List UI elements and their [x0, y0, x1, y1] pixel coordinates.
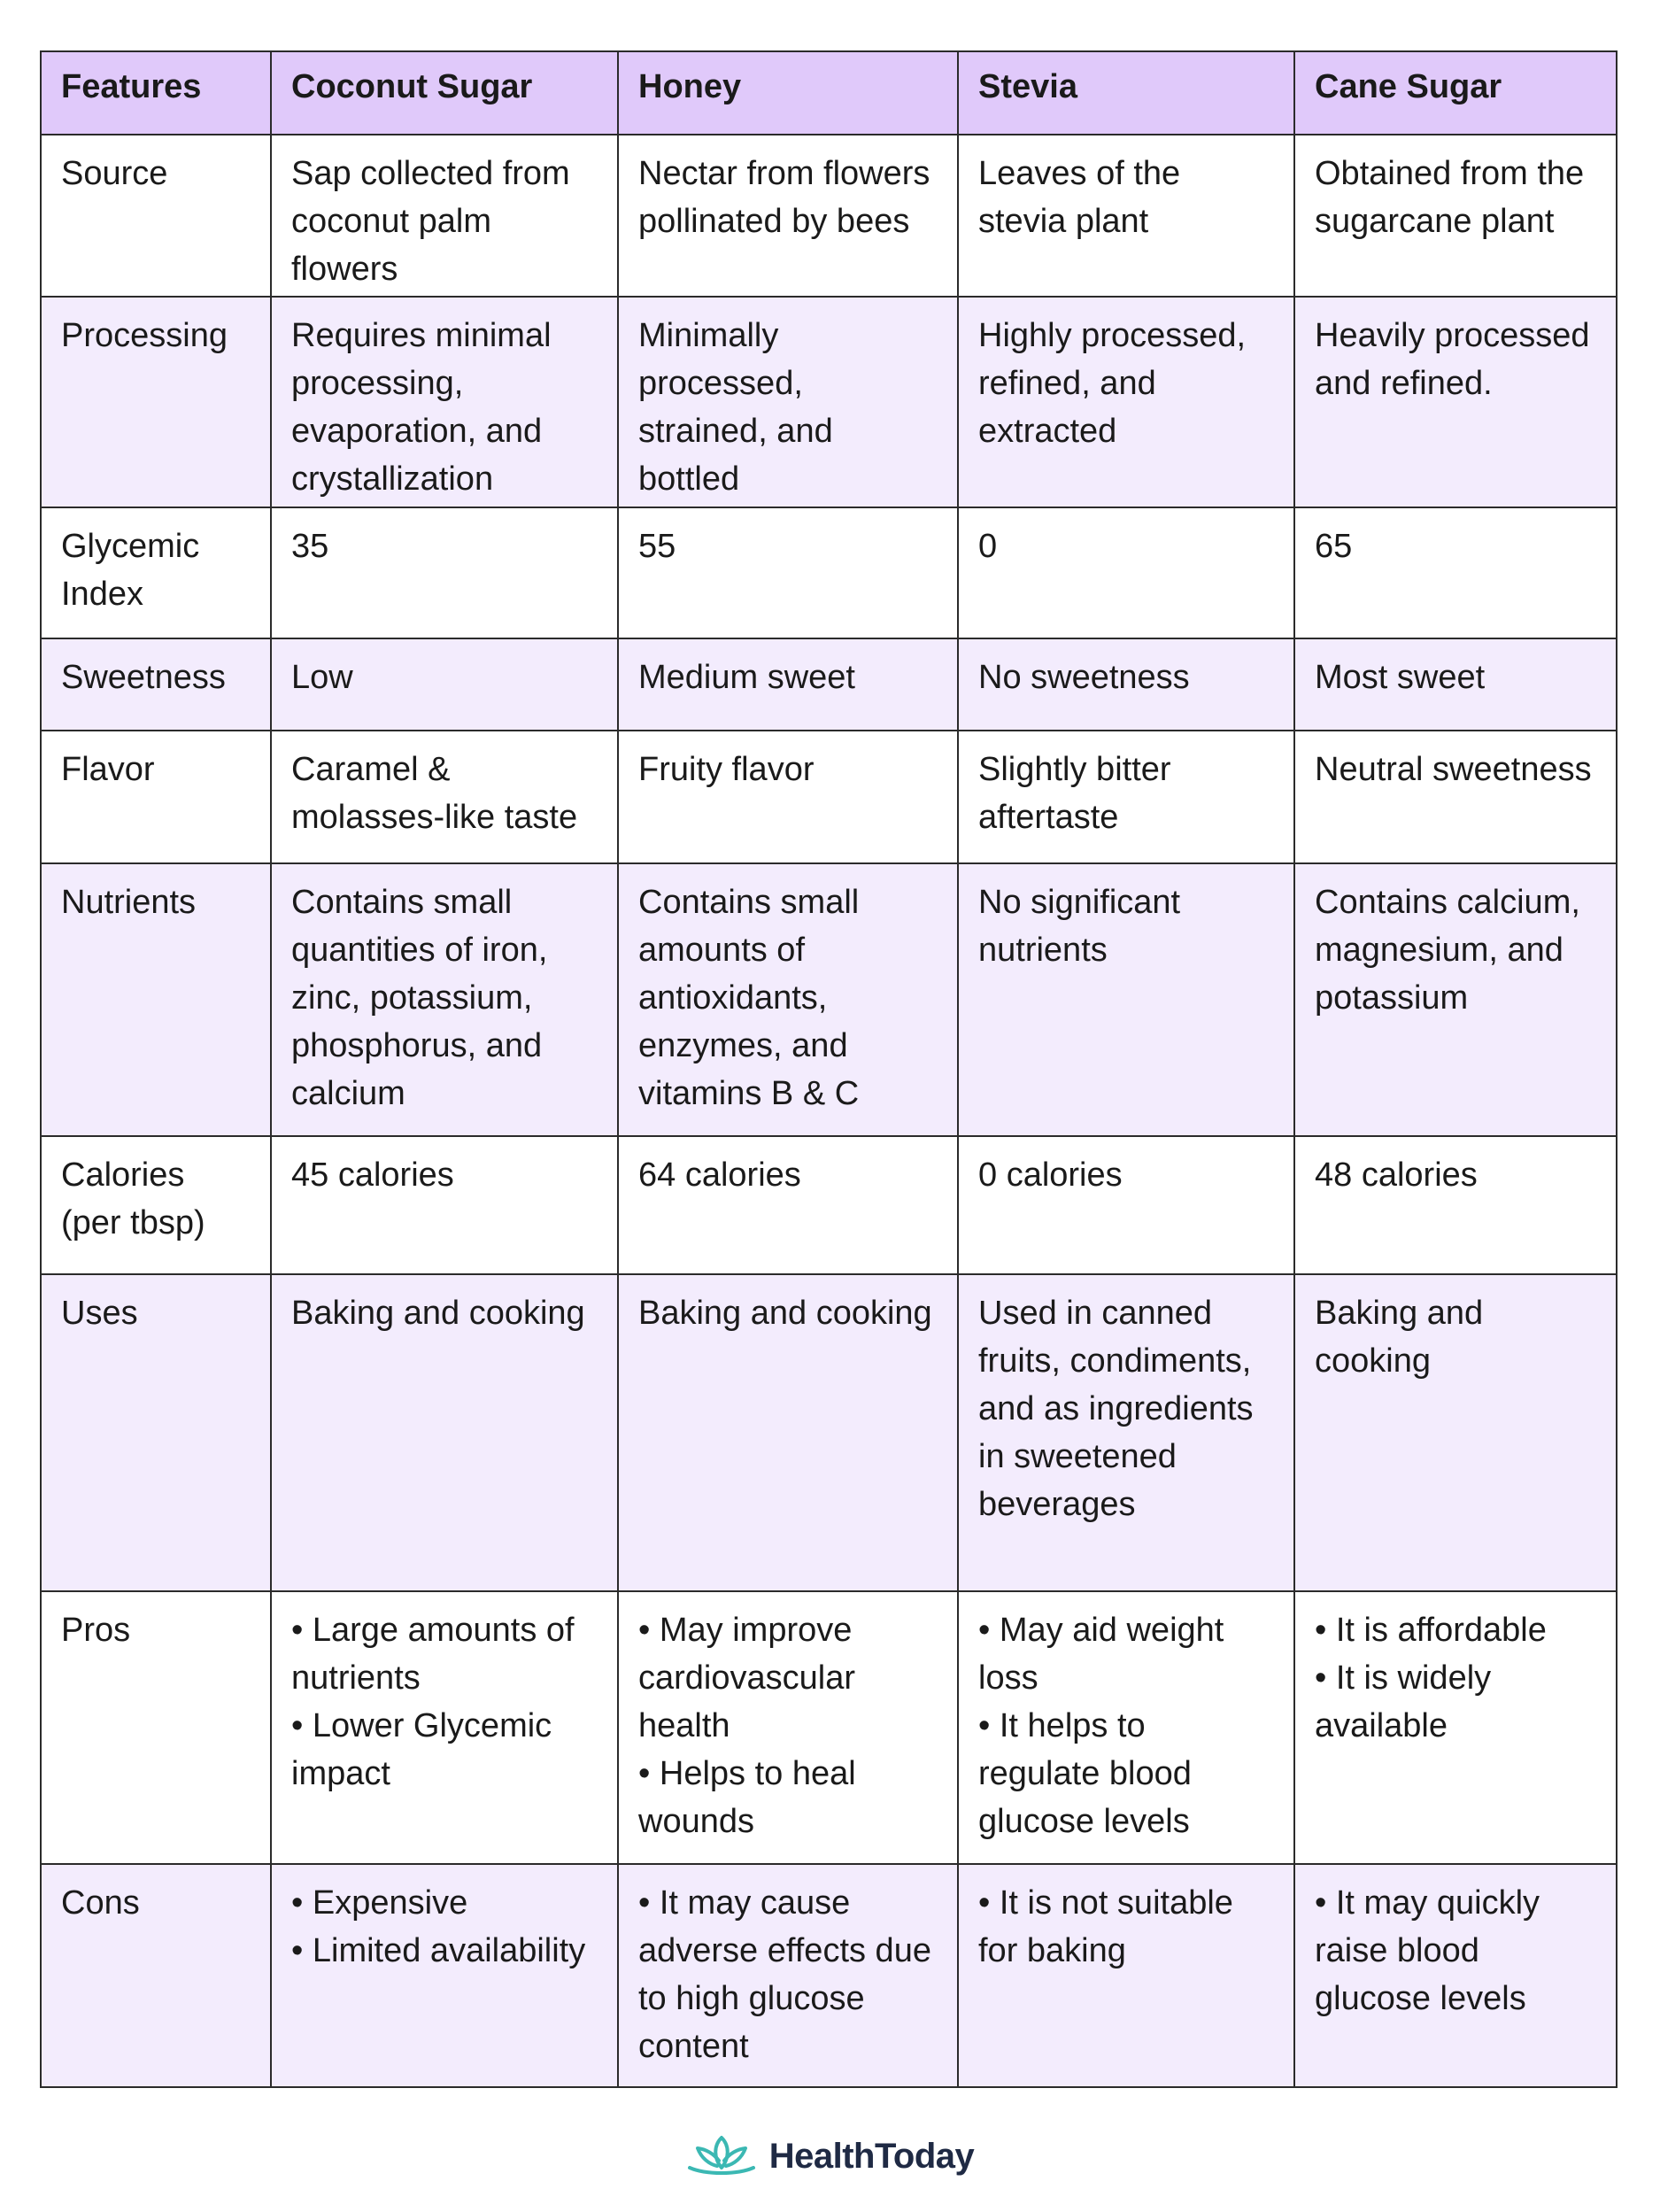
cons-list-coconut — [291, 1879, 598, 1975]
row-label-processing: Processing — [41, 297, 271, 507]
row-label-flavor: Flavor — [41, 731, 271, 863]
cell-pros-stevia — [958, 1591, 1294, 1864]
list-item: • It helps to regulate blood glucose levels — [978, 1702, 1274, 1845]
cell-source-cane: Obtained from the sugarcane plant — [1294, 135, 1617, 297]
list-item: • May aid weight loss — [978, 1606, 1274, 1702]
brand-name: HealthToday — [768, 2137, 975, 2176]
cell-flavor-honey: Fruity flavor — [618, 731, 958, 863]
list-item: • It is not suitable for baking — [978, 1879, 1274, 1975]
sweetener-comparison-table — [40, 50, 1618, 2088]
row-label-pros: Pros — [41, 1591, 271, 1864]
cell-glycemic-coconut: 35 — [271, 507, 618, 638]
cell-uses-coconut: Baking and cooking — [271, 1274, 618, 1591]
list-item: • Lower Glycemic impact — [291, 1702, 598, 1798]
list-item: • It is affordable — [1315, 1606, 1596, 1654]
cell-processing-cane: Heavily processed and refined. — [1294, 297, 1617, 507]
table-header-row — [41, 51, 1617, 135]
cell-calories-cane: 48 calories — [1294, 1136, 1617, 1274]
table-row — [41, 731, 1617, 863]
header-coconut-sugar: Coconut Sugar — [271, 51, 618, 135]
cell-flavor-cane: Neutral sweetness — [1294, 731, 1617, 863]
cell-nutrients-honey: Contains small amounts of antioxidants, enzymes, and vitamins B & C — [618, 863, 958, 1136]
table-row — [41, 1136, 1617, 1274]
list-item: • Limited availability — [291, 1927, 598, 1975]
cell-calories-stevia: 0 calories — [958, 1136, 1294, 1274]
cell-sweetness-stevia: No sweetness — [958, 638, 1294, 731]
table-row — [41, 135, 1617, 297]
cell-calories-honey: 64 calories — [618, 1136, 958, 1274]
cell-source-coconut: Sap collected from coconut palm flowers — [271, 135, 618, 297]
list-item: • Large amounts of nutrients — [291, 1606, 598, 1702]
cell-flavor-stevia: Slightly bitter aftertaste — [958, 731, 1294, 863]
cell-nutrients-stevia: No significant nutrients — [958, 863, 1294, 1136]
list-item: • Expensive — [291, 1879, 598, 1927]
cell-pros-coconut — [271, 1591, 618, 1864]
cell-cons-stevia — [958, 1864, 1294, 2087]
cell-sweetness-cane: Most sweet — [1294, 638, 1617, 731]
comparison-sheet — [40, 50, 1616, 2088]
table-row — [41, 1274, 1617, 1591]
cell-glycemic-stevia: 0 — [958, 507, 1294, 638]
cell-processing-coconut: Requires minimal processing, evaporation, and crystallization — [271, 297, 618, 507]
header-features: Features — [41, 51, 271, 135]
cell-source-honey: Nectar from flowers pollinated by bees — [618, 135, 958, 297]
list-item: • It may quickly raise blood glucose levels — [1315, 1879, 1596, 2023]
table-row — [41, 1591, 1617, 1864]
cell-sweetness-coconut: Low — [271, 638, 618, 731]
row-label-source: Source — [41, 135, 271, 297]
lotus-icon — [686, 2132, 757, 2181]
cell-pros-honey — [618, 1591, 958, 1864]
row-label-uses: Uses — [41, 1274, 271, 1591]
row-label-cons: Cons — [41, 1864, 271, 2087]
pros-list-honey — [638, 1606, 938, 1845]
cell-glycemic-cane: 65 — [1294, 507, 1617, 638]
cons-list-stevia — [978, 1879, 1274, 1975]
row-label-glycemic-index: Glycemic Index — [41, 507, 271, 638]
cons-list-cane — [1315, 1879, 1596, 2023]
cell-nutrients-coconut: Contains small quantities of iron, zinc, potassium, phosphorus, and calcium — [271, 863, 618, 1136]
cell-nutrients-cane: Contains calcium, magnesium, and potassium — [1294, 863, 1617, 1136]
list-item: • It may cause adverse effects due to high glucose content — [638, 1879, 938, 2070]
cell-cons-coconut — [271, 1864, 618, 2087]
list-item: • May improve cardiovascular health — [638, 1606, 938, 1750]
pros-list-coconut — [291, 1606, 598, 1798]
row-label-calories: Calories (per tbsp) — [41, 1136, 271, 1274]
cell-calories-coconut: 45 calories — [271, 1136, 618, 1274]
cell-processing-honey: Minimally processed, strained, and bottled — [618, 297, 958, 507]
header-stevia: Stevia — [958, 51, 1294, 135]
cons-list-honey — [638, 1879, 938, 2070]
row-label-nutrients: Nutrients — [41, 863, 271, 1136]
cell-sweetness-honey: Medium sweet — [618, 638, 958, 731]
table-row — [41, 507, 1617, 638]
cell-uses-cane: Baking and cooking — [1294, 1274, 1617, 1591]
cell-uses-honey: Baking and cooking — [618, 1274, 958, 1591]
cell-cons-cane — [1294, 1864, 1617, 2087]
list-item: • Helps to heal wounds — [638, 1750, 938, 1845]
cell-glycemic-honey: 55 — [618, 507, 958, 638]
pros-list-cane — [1315, 1606, 1596, 1750]
header-cane-sugar: Cane Sugar — [1294, 51, 1617, 135]
pros-list-stevia — [978, 1606, 1274, 1845]
row-label-sweetness: Sweetness — [41, 638, 271, 731]
header-honey: Honey — [618, 51, 958, 135]
cell-pros-cane — [1294, 1591, 1617, 1864]
table-row — [41, 638, 1617, 731]
cell-cons-honey — [618, 1864, 958, 2087]
cell-uses-stevia: Used in canned fruits, condiments, and as ingredients in sweetened beverages — [958, 1274, 1294, 1591]
brand-footer — [0, 2132, 1660, 2181]
list-item: • It is widely available — [1315, 1654, 1596, 1750]
table-row — [41, 1864, 1617, 2087]
table-row — [41, 297, 1617, 507]
cell-processing-stevia: Highly processed, refined, and extracted — [958, 297, 1294, 507]
cell-source-stevia: Leaves of the stevia plant — [958, 135, 1294, 297]
table-row — [41, 863, 1617, 1136]
cell-flavor-coconut: Caramel & molasses-like taste — [271, 731, 618, 863]
